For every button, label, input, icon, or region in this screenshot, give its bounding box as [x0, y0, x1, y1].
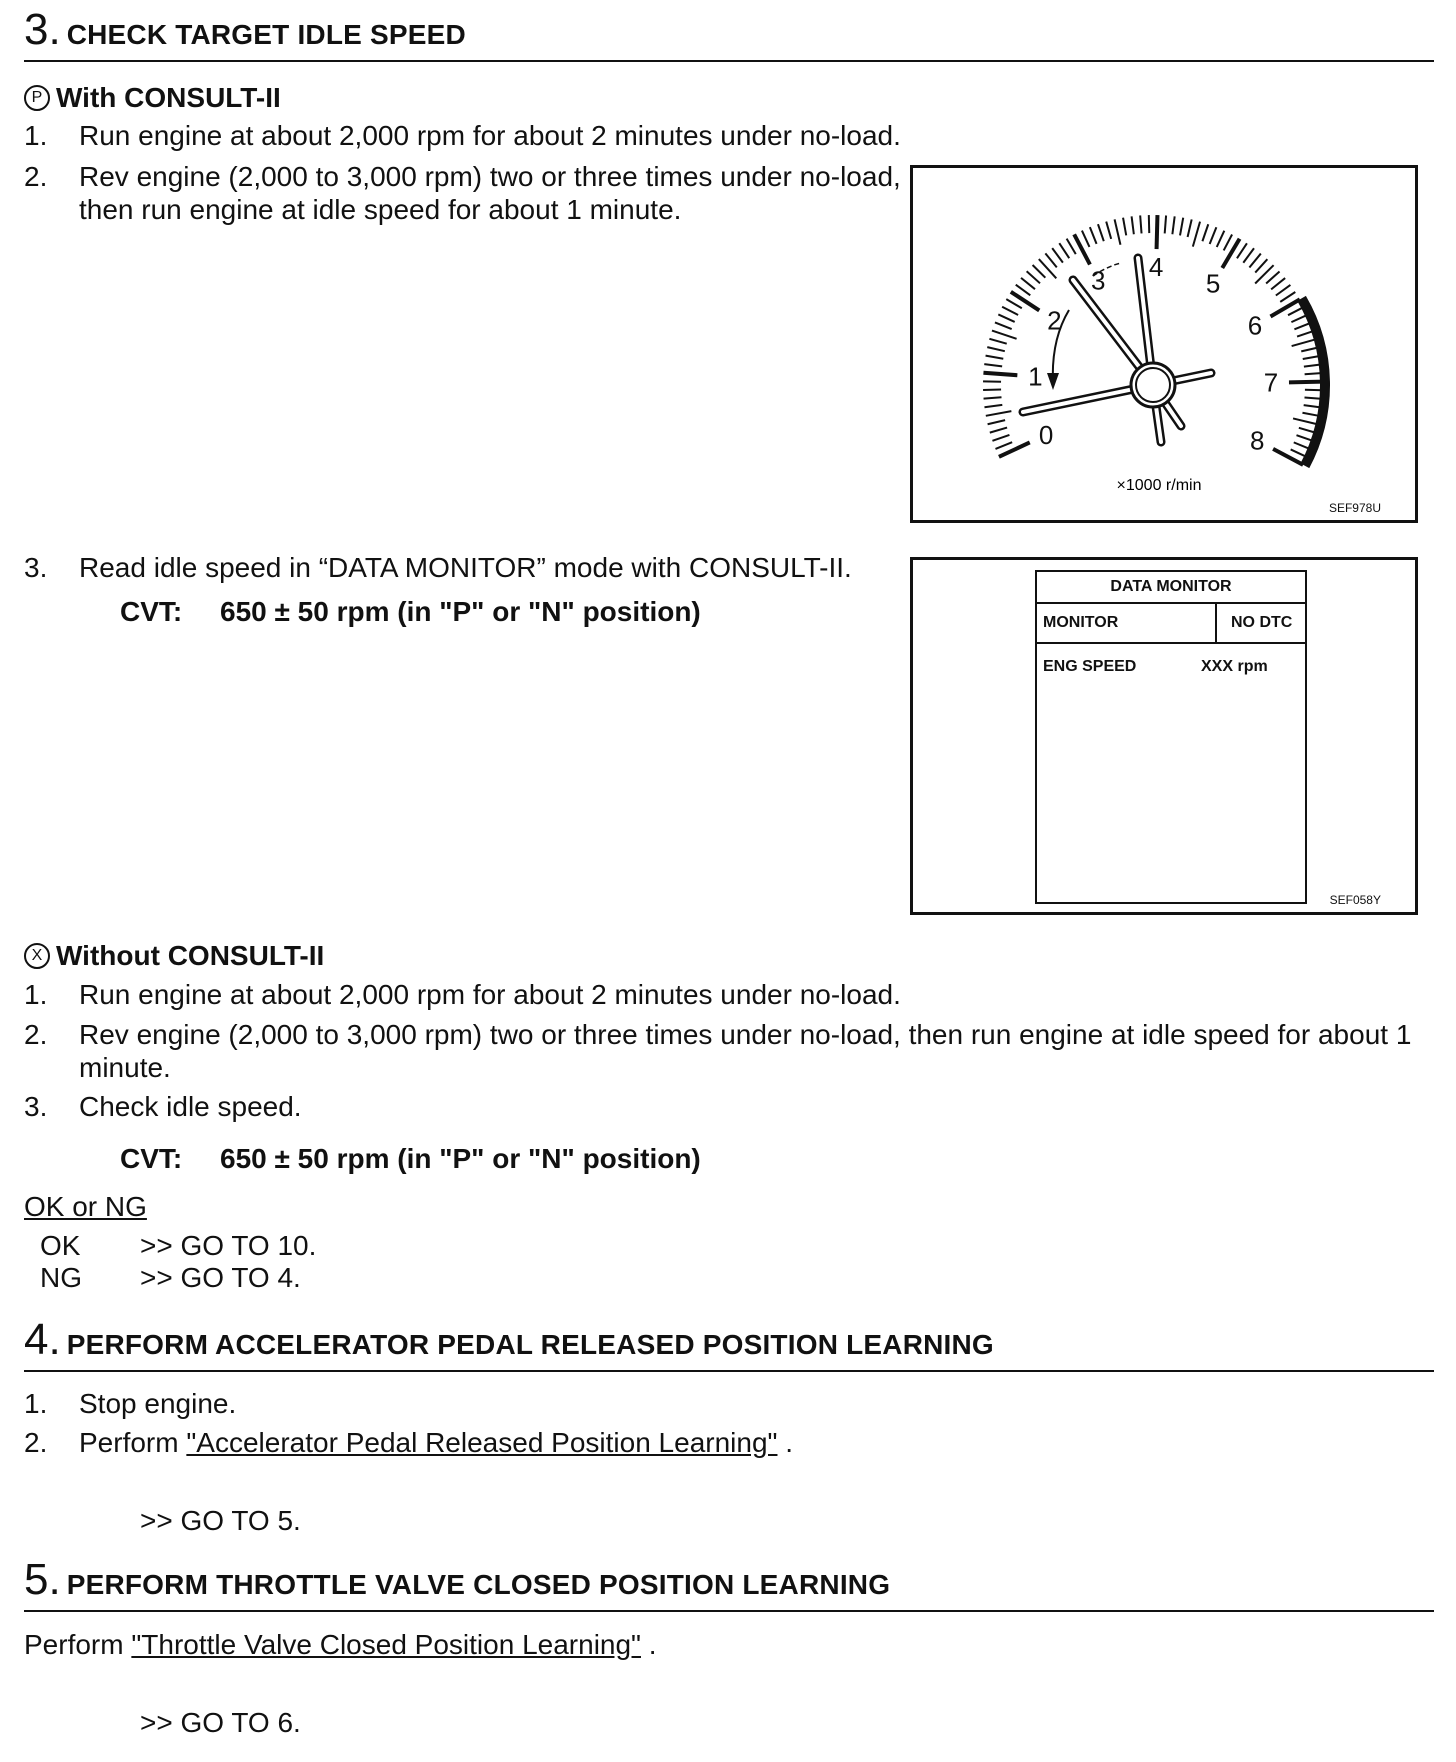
dial-tick	[995, 442, 1012, 449]
dial-tick	[1115, 219, 1121, 244]
dial-tick	[1165, 216, 1166, 234]
list-item	[24, 1090, 1434, 1123]
dial-tick	[1006, 299, 1022, 308]
dial-tick	[1067, 239, 1076, 255]
dial-tick	[1273, 449, 1303, 465]
item-text: Run engine at about 2,000 rpm for about 2 minutes under no-load.	[79, 979, 901, 1010]
figure-code: SEF978U	[1328, 501, 1381, 515]
dial-tick	[1052, 248, 1063, 262]
dial-tick	[1193, 222, 1200, 247]
ok-label: OK	[40, 1230, 81, 1261]
dial-tick	[1217, 231, 1225, 247]
item-text: .	[641, 1629, 657, 1660]
dial-tick	[986, 356, 1004, 359]
step-5-header	[24, 1555, 891, 1604]
dial-tick	[1157, 215, 1158, 249]
dial-tick	[1045, 253, 1056, 267]
item-text: Stop engine.	[79, 1388, 237, 1419]
dial-tick	[1172, 216, 1174, 234]
tachometer-dial	[913, 168, 1415, 520]
dial-tick	[992, 331, 1017, 339]
item-text: Read idle speed in “DATA MONITOR” mode with CONSULT-II.	[79, 552, 852, 583]
eng-speed-label: ENG SPEED	[1043, 658, 1137, 675]
list-item	[24, 1387, 1224, 1420]
dial-tick	[1270, 299, 1299, 316]
throttle-valve-learning-link[interactable]: "Throttle Valve Closed Position Learning"	[131, 1629, 641, 1660]
dial-tick	[983, 373, 1017, 375]
item-text: Perform	[79, 1427, 187, 1458]
dial-tick	[1123, 218, 1126, 236]
dial-tick	[1106, 222, 1111, 239]
tachometer-figure	[910, 165, 1418, 523]
item-text: Run engine at about 2,000 rpm for about 2 minutes under no-load.	[79, 120, 901, 151]
dial-tick	[1188, 219, 1192, 237]
dial-unit-label: ×1000 r/min	[1116, 477, 1202, 494]
dial-tick	[1271, 278, 1285, 289]
step-title: CHECK TARGET IDLE SPEED	[66, 19, 466, 50]
item-text: Rev engine (2,000 to 3,000 rpm) two or three times under no-load, then run engine at idle speed for about 1 minute.	[79, 161, 901, 225]
list-item	[24, 978, 1434, 1011]
dial-tick	[1039, 259, 1056, 278]
dial-tick	[1180, 218, 1183, 236]
ok-result	[40, 1229, 316, 1262]
dial-tick	[987, 347, 1005, 351]
dial-tick	[1090, 227, 1097, 244]
without-consult-heading	[24, 940, 324, 972]
dial-tick	[1243, 248, 1254, 262]
step-number: 3.	[24, 5, 61, 54]
item-text: Check idle speed.	[79, 1091, 302, 1122]
spec-value: 650 ± 50 rpm (in "P" or "N" position)	[220, 1143, 701, 1174]
item-text: Rev engine (2,000 to 3,000 rpm) two or three times under no-load, then run engine at idle speed for about 1 minute.	[79, 1019, 1412, 1083]
data-monitor-title: DATA MONITOR	[1037, 572, 1305, 604]
dial-label: 8	[1249, 425, 1265, 456]
ng-label: NG	[40, 1262, 82, 1293]
dial-tick	[1027, 271, 1040, 283]
spec-label: CVT:	[120, 596, 183, 627]
dial-tick	[1224, 235, 1232, 251]
dial-tick	[1098, 224, 1104, 241]
dial-tick	[1059, 243, 1069, 258]
accelerator-pedal-learning-link[interactable]: "Accelerator Pedal Released Position Learning"	[186, 1427, 778, 1458]
step-4-header	[24, 1315, 994, 1364]
spec-value: 650 ± 50 rpm (in "P" or "N" position)	[220, 596, 701, 627]
step-5-instruction	[24, 1628, 657, 1661]
list-item	[24, 160, 904, 226]
item-number: 3.	[24, 552, 48, 583]
step-number: 5.	[24, 1555, 61, 1604]
without-consult-label: Without CONSULT-II	[56, 940, 325, 971]
list-item	[24, 1018, 1434, 1084]
dial-tick	[1292, 339, 1317, 346]
dial-tick	[984, 405, 1002, 407]
dial-tick	[992, 435, 1009, 441]
dial-tick	[1276, 285, 1291, 296]
idle-spec	[120, 596, 701, 628]
dial-tick	[1280, 292, 1295, 302]
dial-tick	[1222, 239, 1239, 268]
item-number: 1.	[24, 120, 48, 151]
data-monitor-screen	[1035, 570, 1307, 904]
ng-result	[40, 1261, 301, 1294]
dial-tick	[1210, 227, 1217, 244]
dial-tick	[990, 428, 1007, 433]
dial-tick	[988, 420, 1006, 424]
dial-tick	[1293, 418, 1318, 424]
divider	[24, 60, 1434, 62]
dial-label: 1	[1028, 361, 1043, 392]
item-text: .	[777, 1427, 794, 1458]
step-number: 4.	[24, 1315, 61, 1364]
goto-next: >> GO TO 5.	[140, 1505, 301, 1536]
dial-label: 6	[1247, 310, 1263, 341]
list-item	[24, 551, 904, 584]
dial-label: 7	[1263, 367, 1279, 398]
with-consult-heading	[24, 82, 281, 114]
dial-tick	[1249, 254, 1260, 268]
dial-label: 5	[1205, 268, 1221, 299]
item-number: 3.	[24, 1091, 48, 1122]
item-number: 2.	[24, 1427, 48, 1458]
result-heading: OK or NG	[24, 1191, 147, 1222]
dial-tick	[984, 397, 1002, 398]
item-number: 2.	[24, 161, 48, 192]
dial-tick	[1021, 278, 1035, 289]
dial-tick	[984, 364, 1002, 366]
dial-tick	[1033, 265, 1046, 278]
item-number: 1.	[24, 979, 48, 1010]
consult-icon: P	[24, 85, 50, 111]
divider	[24, 1370, 1434, 1372]
dial-tick	[1255, 265, 1273, 283]
step-title: PERFORM THROTTLE VALVE CLOSED POSITION LEARNING	[66, 1569, 891, 1600]
with-consult-label: With CONSULT-II	[56, 82, 281, 113]
dial-tick	[1289, 382, 1323, 383]
step-3-header	[24, 5, 466, 54]
dial-label: 3	[1091, 265, 1106, 296]
dial-label: 0	[1038, 419, 1054, 450]
dial-tick	[983, 390, 1001, 391]
item-text: Perform	[24, 1629, 132, 1660]
ok-goto: >> GO TO 10.	[140, 1230, 317, 1261]
no-consult-icon: X	[24, 943, 50, 969]
dial-tick	[1002, 307, 1018, 315]
list-item	[24, 1426, 1224, 1459]
dial-tick	[1237, 243, 1247, 258]
dial-label: 4	[1148, 252, 1164, 283]
dtc-column: NO DTC	[1231, 614, 1293, 631]
item-number: 2.	[24, 1019, 48, 1050]
figure-code: SEF058Y	[1329, 893, 1381, 907]
step-title: PERFORM ACCELERATOR PEDAL RELEASED POSITION LEARNING	[66, 1329, 994, 1360]
list-item	[24, 119, 924, 152]
dial-tick	[1202, 224, 1208, 241]
eng-speed-value: XXX rpm	[1201, 658, 1268, 675]
item-number: 1.	[24, 1388, 48, 1419]
data-monitor-figure	[910, 557, 1418, 915]
ng-goto: >> GO TO 4.	[140, 1262, 301, 1293]
dial-tick	[1266, 271, 1279, 283]
goto-next: >> GO TO 6.	[140, 1707, 301, 1738]
spec-label: CVT:	[120, 1143, 183, 1174]
dial-tick	[1132, 216, 1134, 234]
monitor-column: MONITOR	[1037, 604, 1217, 642]
dial-tick	[1140, 215, 1141, 233]
divider	[24, 1610, 1434, 1612]
dial-label: 2	[1047, 305, 1062, 336]
idle-spec	[120, 1143, 701, 1175]
dial-tick	[1255, 259, 1267, 272]
dial-tick	[989, 339, 1006, 344]
dial-tick	[1011, 292, 1039, 311]
dial-tick	[1074, 234, 1090, 264]
dial-tick	[1016, 285, 1031, 296]
dial-tick	[986, 411, 1012, 416]
dial-tick	[1082, 231, 1090, 247]
dial-tick	[995, 322, 1012, 329]
dial-tick	[998, 314, 1014, 321]
